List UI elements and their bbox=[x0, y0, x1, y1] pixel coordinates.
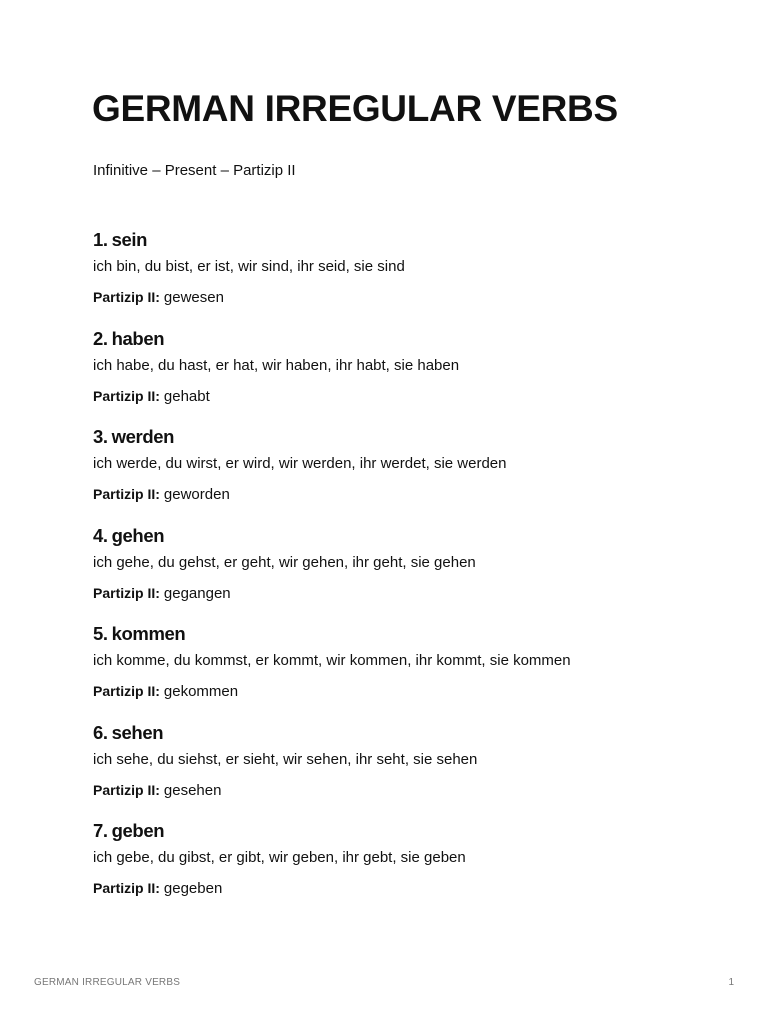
participle-value: gekommen bbox=[163, 683, 239, 700]
participle-label: Partizip II: bbox=[93, 289, 160, 305]
participle-label: Partizip II: bbox=[93, 782, 160, 798]
verb-present-conjugation: ich habe, du hast, er hat, wir haben, ihr habt, sie haben bbox=[93, 357, 460, 374]
verb-present-conjugation: ich sehe, du siehst, er sieht, wir sehen, ihr seht, sie sehen bbox=[93, 751, 478, 768]
verb-entry-geben bbox=[93, 819, 733, 898]
verb-infinitive: kommen bbox=[111, 623, 186, 644]
verb-participle-line bbox=[93, 878, 733, 898]
verb-entry-sein bbox=[93, 228, 733, 307]
verb-heading bbox=[93, 721, 733, 745]
participle-label: Partizip II: bbox=[93, 585, 160, 601]
footer-document-title: GERMAN IRREGULAR VERBS bbox=[34, 977, 181, 988]
participle-value: gegangen bbox=[163, 585, 231, 602]
verb-participle-line bbox=[93, 287, 733, 307]
participle-label: Partizip II: bbox=[93, 683, 160, 699]
participle-value: gegeben bbox=[163, 880, 223, 897]
participle-label: Partizip II: bbox=[93, 388, 160, 404]
verb-entry-gehen bbox=[93, 524, 733, 603]
verb-participle-line bbox=[93, 386, 733, 406]
verb-number: 6. bbox=[93, 722, 108, 743]
verb-infinitive: haben bbox=[111, 328, 165, 349]
verb-participle-line bbox=[93, 484, 733, 504]
participle-value: gesehen bbox=[163, 782, 222, 799]
verb-number: 5. bbox=[93, 623, 108, 644]
verb-participle-line bbox=[93, 583, 733, 603]
verb-number: 1. bbox=[93, 229, 108, 250]
verb-heading bbox=[93, 524, 733, 548]
verb-present-conjugation: ich bin, du bist, er ist, wir sind, ihr seid, sie sind bbox=[93, 258, 405, 275]
participle-value: gewesen bbox=[163, 289, 224, 306]
participle-label: Partizip II: bbox=[93, 880, 160, 896]
verb-infinitive: werden bbox=[111, 426, 175, 447]
page-subtitle: Infinitive – Present – Partizip II bbox=[93, 162, 296, 179]
verb-heading bbox=[93, 228, 733, 252]
verb-heading bbox=[93, 819, 733, 843]
verb-participle-line bbox=[93, 681, 733, 701]
verb-infinitive: geben bbox=[111, 820, 165, 841]
verb-number: 7. bbox=[93, 820, 108, 841]
verb-present-conjugation: ich werde, du wirst, er wird, wir werden, ihr werdet, sie werden bbox=[93, 455, 507, 472]
verb-heading bbox=[93, 327, 733, 351]
footer-page-number: 1 bbox=[728, 977, 734, 988]
verb-infinitive: gehen bbox=[111, 525, 165, 546]
verb-heading bbox=[93, 622, 733, 646]
verb-entry-werden bbox=[93, 425, 733, 504]
verb-number: 2. bbox=[93, 328, 108, 349]
participle-value: geworden bbox=[163, 486, 230, 503]
verb-entry-kommen bbox=[93, 622, 733, 701]
verb-present-conjugation: ich gebe, du gibst, er gibt, wir geben, ihr gebt, sie geben bbox=[93, 849, 466, 866]
verb-number: 4. bbox=[93, 525, 108, 546]
page-title: GERMAN IRREGULAR VERBS bbox=[92, 88, 618, 129]
verb-present-conjugation: ich gehe, du gehst, er geht, wir gehen, ihr geht, sie gehen bbox=[93, 554, 476, 571]
participle-value: gehabt bbox=[163, 388, 210, 405]
verb-infinitive: sehen bbox=[111, 722, 164, 743]
verb-infinitive: sein bbox=[111, 229, 148, 250]
verb-participle-line bbox=[93, 780, 733, 800]
participle-label: Partizip II: bbox=[93, 486, 160, 502]
verb-number: 3. bbox=[93, 426, 108, 447]
verb-heading bbox=[93, 425, 733, 449]
verb-entry-haben bbox=[93, 327, 733, 406]
verb-entry-sehen bbox=[93, 721, 733, 800]
verb-present-conjugation: ich komme, du kommst, er kommt, wir kommen, ihr kommt, sie kommen bbox=[93, 652, 571, 669]
